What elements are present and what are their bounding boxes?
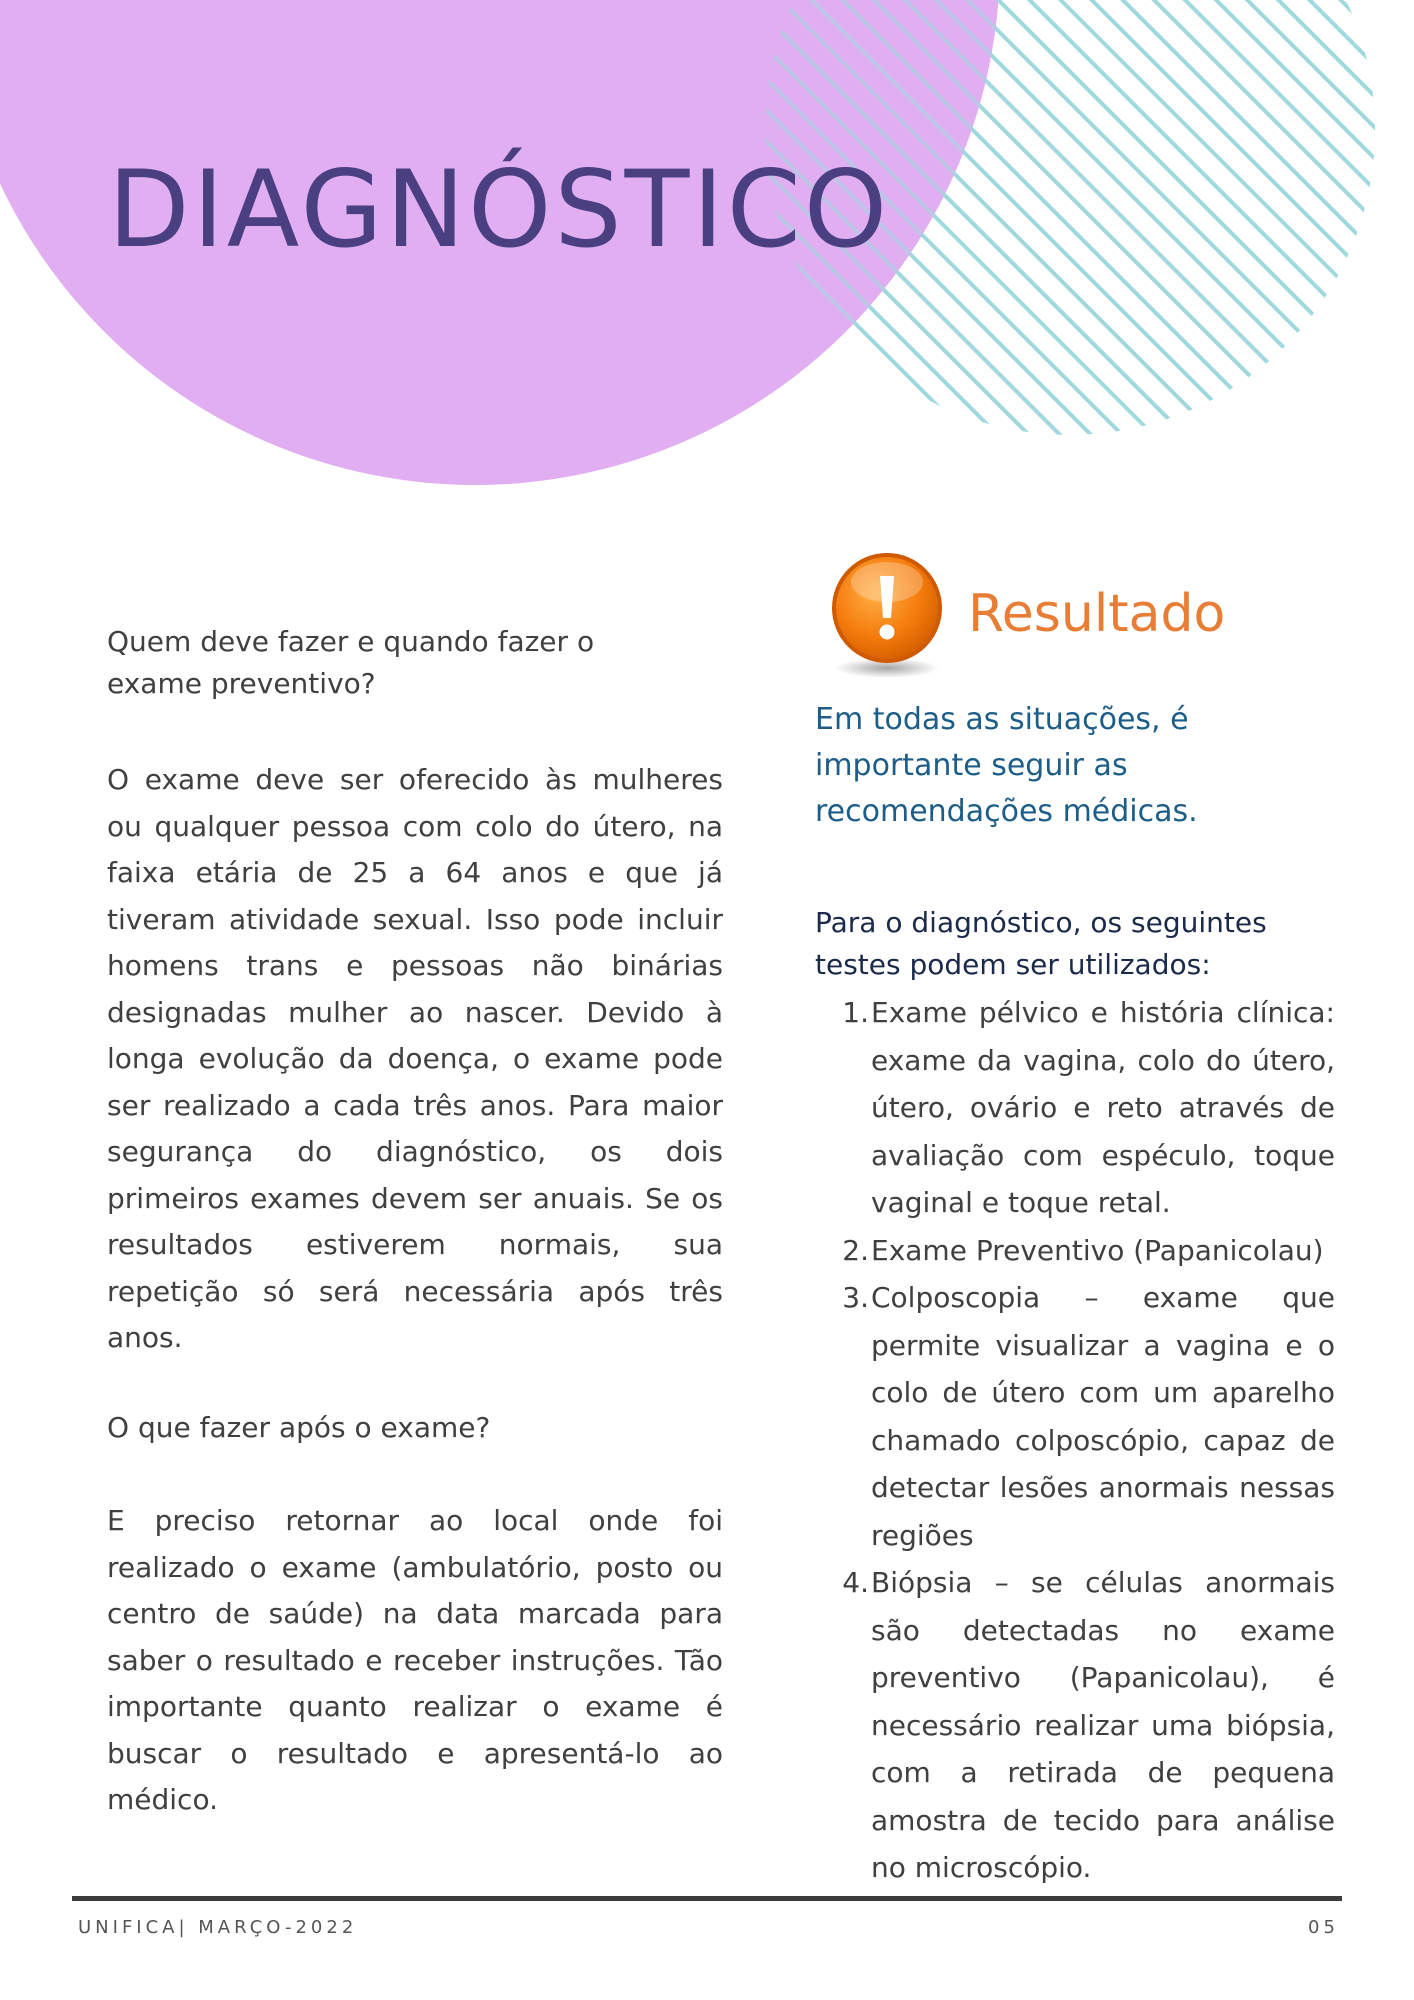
page-title: DIAGNÓSTICO (108, 148, 891, 271)
list-item (815, 1559, 1335, 1892)
paragraph-after-exam: E preciso retornar ao local onde foi realizado o exame (ambulatório, posto ou centro de saúde) na data marcada para saber o resultado e receber instruções. Tão importante quanto realizar o exame é buscar o resultado e apresentá-lo ao médico. (107, 1504, 723, 1816)
result-text: Em todas as situações, é importante seguir as recomendações médicas. (815, 702, 1198, 829)
list-text: Biópsia – se células anormais são detectadas no exame preventivo (Papanicolau), é necessário realizar uma biópsia, com a retirada de pequena amostra de tecido para análise no microscópio. (871, 1566, 1335, 1884)
list-number: 3. (842, 1281, 869, 1314)
list-item (815, 989, 1335, 1227)
list-number: 1. (842, 996, 869, 1029)
result-heading: Resultado (968, 584, 1226, 644)
list-number: 4. (842, 1566, 869, 1599)
page-number: 05 (1308, 1917, 1339, 1938)
warning-exclamation-icon (828, 552, 946, 682)
tests-list (815, 989, 1335, 1892)
list-text: Exame Preventivo (Papanicolau) (871, 1233, 1324, 1267)
list-item (815, 1227, 1335, 1275)
question-who-when: Quem deve fazer e quando fazer o exame preventivo? (107, 625, 595, 700)
footer-publication: UNIFICA| MARÇO-2022 (78, 1917, 358, 1938)
footer-divider (72, 1896, 1342, 1901)
question-after-exam: O que fazer após o exame? (107, 1411, 491, 1444)
paragraph-who-when: O exame deve ser oferecido às mulheres ou qualquer pessoa com colo do útero, na faixa etária de 25 a 64 anos e que já tiveram atividade sexual. Isso pode incluir homens trans e pessoas não binárias designadas mulher ao nascer. Devido à longa evolução da doença, o exame pode ser realizado a cada três anos. Para maior segurança do diagnóstico, os dois primeiros exames devem ser anuais. Se os resultados estiverem normais, sua repetição só será necessária após três anos. (107, 763, 723, 1354)
tests-intro: Para o diagnóstico, os seguintes testes podem ser utilizados: (815, 906, 1267, 981)
list-text: Exame pélvico e história clínica: exame da vagina, colo do útero, útero, ovário e reto através de avaliação com espéculo, toque vaginal e toque retal. (871, 996, 1335, 1219)
list-item (815, 1274, 1335, 1559)
list-text: Colposcopia – exame que permite visualizar a vagina e o colo de útero com um aparelho chamado colposcópio, capaz de detectar lesões anormais nessas regiões (871, 1281, 1335, 1552)
list-number: 2. (842, 1233, 869, 1267)
